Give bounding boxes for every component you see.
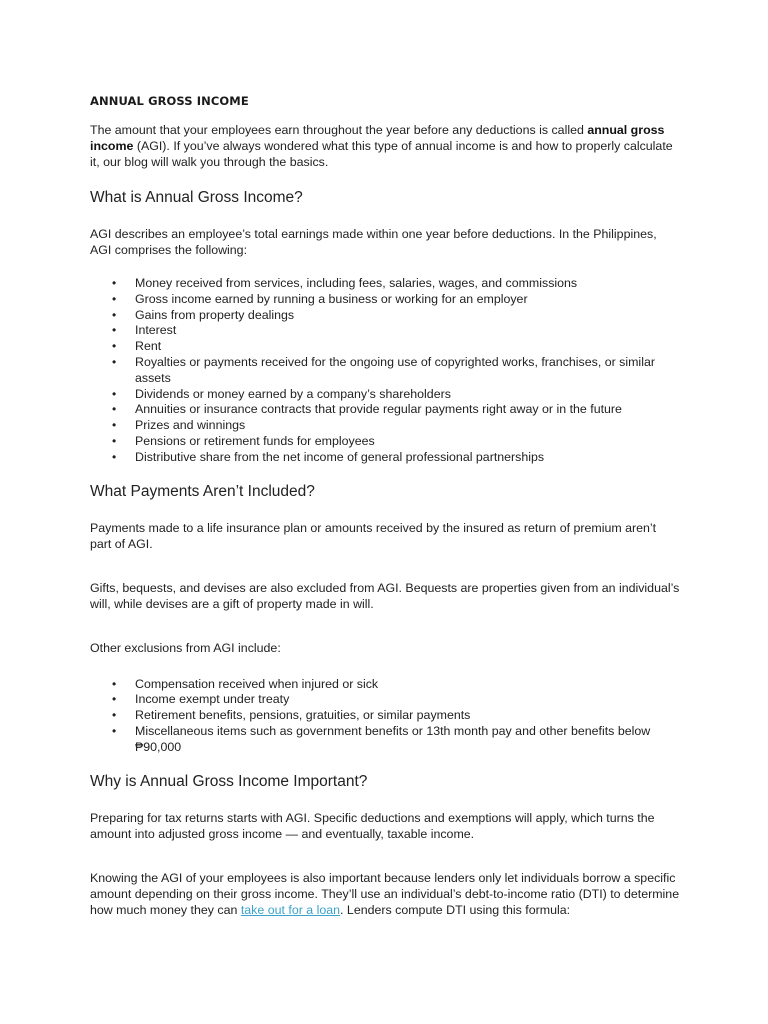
agi-component-item-text: Prizes and winnings bbox=[135, 418, 246, 433]
agi-component-item bbox=[90, 339, 680, 355]
document-title: ANNUAL GROSS INCOME bbox=[90, 94, 249, 108]
agi-component-item-text: Distributive share from the net income of general professional partnerships bbox=[135, 449, 545, 464]
intro-bold-term: annual gross income bbox=[90, 123, 665, 153]
bullet-icon: • bbox=[112, 449, 117, 464]
life-insurance-paragraph: Payments made to a life insurance plan or amounts received by the insured as return of premium aren’t part of AGI. bbox=[90, 520, 657, 551]
bullet-icon: • bbox=[112, 386, 117, 401]
bullet-icon: • bbox=[112, 692, 117, 707]
bullet-icon: • bbox=[112, 323, 117, 338]
bullet-icon: • bbox=[112, 723, 117, 738]
bullet-icon: • bbox=[112, 676, 117, 691]
lenders-text-2: . Lenders compute DTI using this formula: bbox=[340, 902, 571, 917]
agi-component-item bbox=[90, 355, 680, 387]
heading-what-is-agi: What is Annual Gross Income? bbox=[90, 189, 303, 206]
agi-component-item bbox=[90, 292, 680, 308]
intro-text-2: (AGI). If you’ve always wondered what this type of annual income is and how to properly calculate it, our blog will walk you through the basics. bbox=[90, 139, 673, 169]
agi-component-item bbox=[90, 387, 680, 403]
agi-component-item-text: Pensions or retirement funds for employees bbox=[135, 433, 375, 448]
exclusion-item bbox=[90, 708, 680, 724]
lenders-paragraph bbox=[90, 870, 680, 918]
document-page bbox=[90, 94, 680, 918]
bullet-icon: • bbox=[112, 307, 117, 322]
exclusion-item-text: Miscellaneous items such as government benefits or 13th month pay and other benefits below ₱90,000 bbox=[135, 723, 651, 754]
agi-component-item bbox=[90, 450, 680, 466]
exclusions-list bbox=[90, 677, 680, 756]
agi-description-paragraph: AGI describes an employee’s total earnings made within one year before deductions. In the Philippines, AGI comprises the following: bbox=[90, 227, 657, 257]
agi-component-item-text: Annuities or insurance contracts that provide regular payments right away or in the future bbox=[135, 402, 622, 417]
agi-component-item bbox=[90, 308, 680, 324]
bullet-icon: • bbox=[112, 276, 117, 290]
agi-components-list bbox=[90, 276, 680, 466]
agi-component-item-text: Interest bbox=[135, 323, 177, 338]
exclusion-item bbox=[90, 677, 680, 693]
bullet-icon: • bbox=[112, 291, 117, 306]
bullet-icon: • bbox=[112, 418, 117, 433]
agi-component-item bbox=[90, 323, 680, 339]
heading-payments-not-included: What Payments Aren’t Included? bbox=[90, 482, 315, 500]
agi-component-item bbox=[90, 418, 680, 434]
bullet-icon: • bbox=[112, 708, 117, 723]
bullet-icon: • bbox=[112, 354, 117, 369]
exclusion-item bbox=[90, 692, 680, 708]
lenders-text-1: Knowing the AGI of your employees is also important because lenders only let individuals borrow a specific amount depending on their gross income. They’ll use an individual’s debt-to-income ratio (DTI) to determine how much money they can bbox=[90, 870, 680, 917]
agi-component-item-text: Royalties or payments received for the ongoing use of copyrighted works, franchises, or similar assets bbox=[135, 354, 655, 385]
loan-link[interactable]: take out for a loan bbox=[240, 902, 341, 917]
exclusion-item-text: Compensation received when injured or sick bbox=[135, 676, 379, 691]
intro-text-1: The amount that your employees earn throughout the year before any deductions is called bbox=[90, 123, 588, 137]
exclusion-item bbox=[90, 724, 680, 756]
exclusion-item-text: Retirement benefits, pensions, gratuities, or similar payments bbox=[135, 708, 471, 723]
tax-returns-paragraph: Preparing for tax returns starts with AGI. Specific deductions and exemptions will apply, which turns the amount into adjusted gross income — and eventually, taxable income. bbox=[90, 810, 655, 841]
heading-why-agi-important: Why is Annual Gross Income Important? bbox=[90, 772, 368, 790]
agi-component-item bbox=[90, 402, 680, 418]
bullet-icon: • bbox=[112, 402, 117, 417]
exclusion-item-text: Income exempt under treaty bbox=[135, 692, 290, 707]
agi-component-item-text: Rent bbox=[135, 339, 162, 354]
bullet-icon: • bbox=[112, 433, 117, 448]
agi-component-item-text: Gross income earned by running a business or working for an employer bbox=[135, 291, 528, 306]
agi-component-item bbox=[90, 276, 680, 292]
agi-component-item bbox=[90, 434, 680, 450]
gifts-bequests-paragraph: Gifts, bequests, and devises are also excluded from AGI. Bequests are properties given from an individual’s will, while devises are a gift of property made in will. bbox=[90, 580, 680, 611]
bullet-icon: • bbox=[112, 339, 117, 354]
other-exclusions-paragraph: Other exclusions from AGI include: bbox=[90, 640, 281, 655]
agi-component-item-text: Gains from property dealings bbox=[135, 307, 295, 322]
intro-paragraph bbox=[90, 122, 680, 170]
agi-component-item-text: Dividends or money earned by a company’s shareholders bbox=[135, 386, 451, 401]
agi-component-item-text: Money received from services, including fees, salaries, wages, and commissions bbox=[135, 276, 578, 290]
